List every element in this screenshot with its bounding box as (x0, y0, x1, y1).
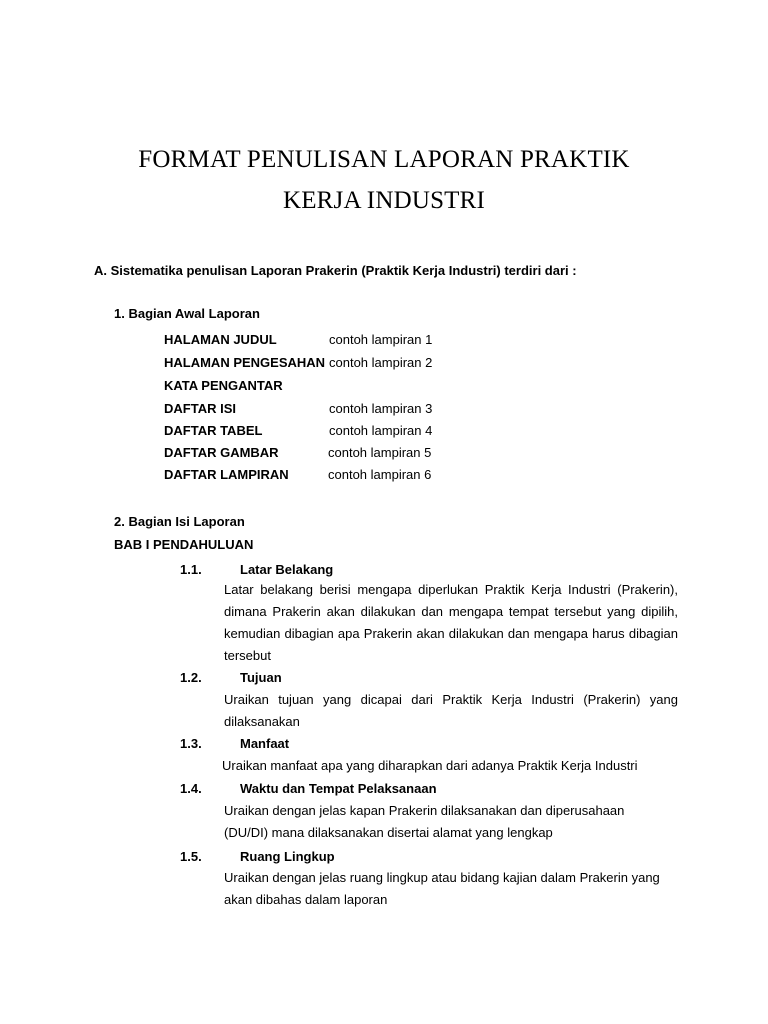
front-matter-ref: contoh lampiran 3 (329, 401, 433, 416)
subsection-title: Waktu dan Tempat Pelaksanaan (240, 781, 437, 796)
subsection-body: Latar belakang berisi mengapa diperlukan Praktik Kerja Industri (Prakerin), dimana Prakerin akan dilakukan dan mengapa tempat tersebut yang dipilih, kemudian dibagian apa Prakerin akan dilakukan dan mengapa harus dibagian tersebut (224, 582, 678, 663)
subsection-number: 1.1. (180, 562, 202, 577)
front-matter-label: DAFTAR ISI (164, 401, 236, 416)
subsection-title: Ruang Lingkup (240, 849, 335, 864)
front-matter-ref: contoh lampiran 4 (329, 423, 433, 438)
front-matter-label: DAFTAR GAMBAR (164, 445, 279, 460)
front-matter-label: DAFTAR LAMPIRAN (164, 467, 289, 482)
subsection-number: 1.3. (180, 736, 202, 751)
subsection-body: Uraikan manfaat apa yang diharapkan dari adanya Praktik Kerja Industri (222, 758, 638, 773)
front-matter-label: KATA PENGANTAR (164, 378, 283, 393)
subsection-title: Manfaat (240, 736, 290, 751)
subsection-body: Uraikan tujuan yang dicapai dari Praktik Kerja Industri (Prakerin) yang dilaksanakan (224, 692, 678, 729)
subsection-body: Uraikan dengan jelas ruang lingkup atau bidang kajian dalam Prakerin yang akan dibahas dalam laporan (224, 870, 660, 907)
subsection-body: Uraikan dengan jelas kapan Prakerin dilaksanakan dan diperusahaan (DU/DI) mana dilaksanakan disertai alamat yang lengkap (224, 803, 625, 840)
front-matter-ref: contoh lampiran 6 (328, 467, 432, 482)
front-matter-ref: contoh lampiran 1 (329, 332, 433, 347)
front-matter-ref: contoh lampiran 5 (328, 445, 432, 460)
subsection-number: 1.2. (180, 670, 202, 685)
subsection-title: Latar Belakang (240, 562, 334, 577)
subsection-title: Tujuan (240, 670, 282, 685)
subsection-number: 1.5. (180, 849, 202, 864)
document-title-line-2: KERJA INDUSTRI (282, 187, 486, 214)
document-title-line-1: FORMAT PENULISAN LAPORAN PRAKTIK (138, 146, 630, 173)
front-matter-label: HALAMAN PENGESAHAN (164, 355, 326, 370)
chapter-heading: BAB I PENDAHULUAN (114, 537, 254, 552)
front-matter-label: HALAMAN JUDUL (164, 332, 277, 347)
subsection-number: 1.4. (180, 781, 202, 796)
front-matter-ref: contoh lampiran 2 (329, 355, 433, 370)
part1-heading: 1. Bagian Awal Laporan (114, 306, 260, 321)
section-a-heading: A. Sistematika penulisan Laporan Prakerin (Praktik Kerja Industri) terdiri dari : (94, 263, 577, 278)
part2-heading: 2. Bagian Isi Laporan (114, 514, 245, 529)
front-matter-label: DAFTAR TABEL (164, 423, 263, 438)
